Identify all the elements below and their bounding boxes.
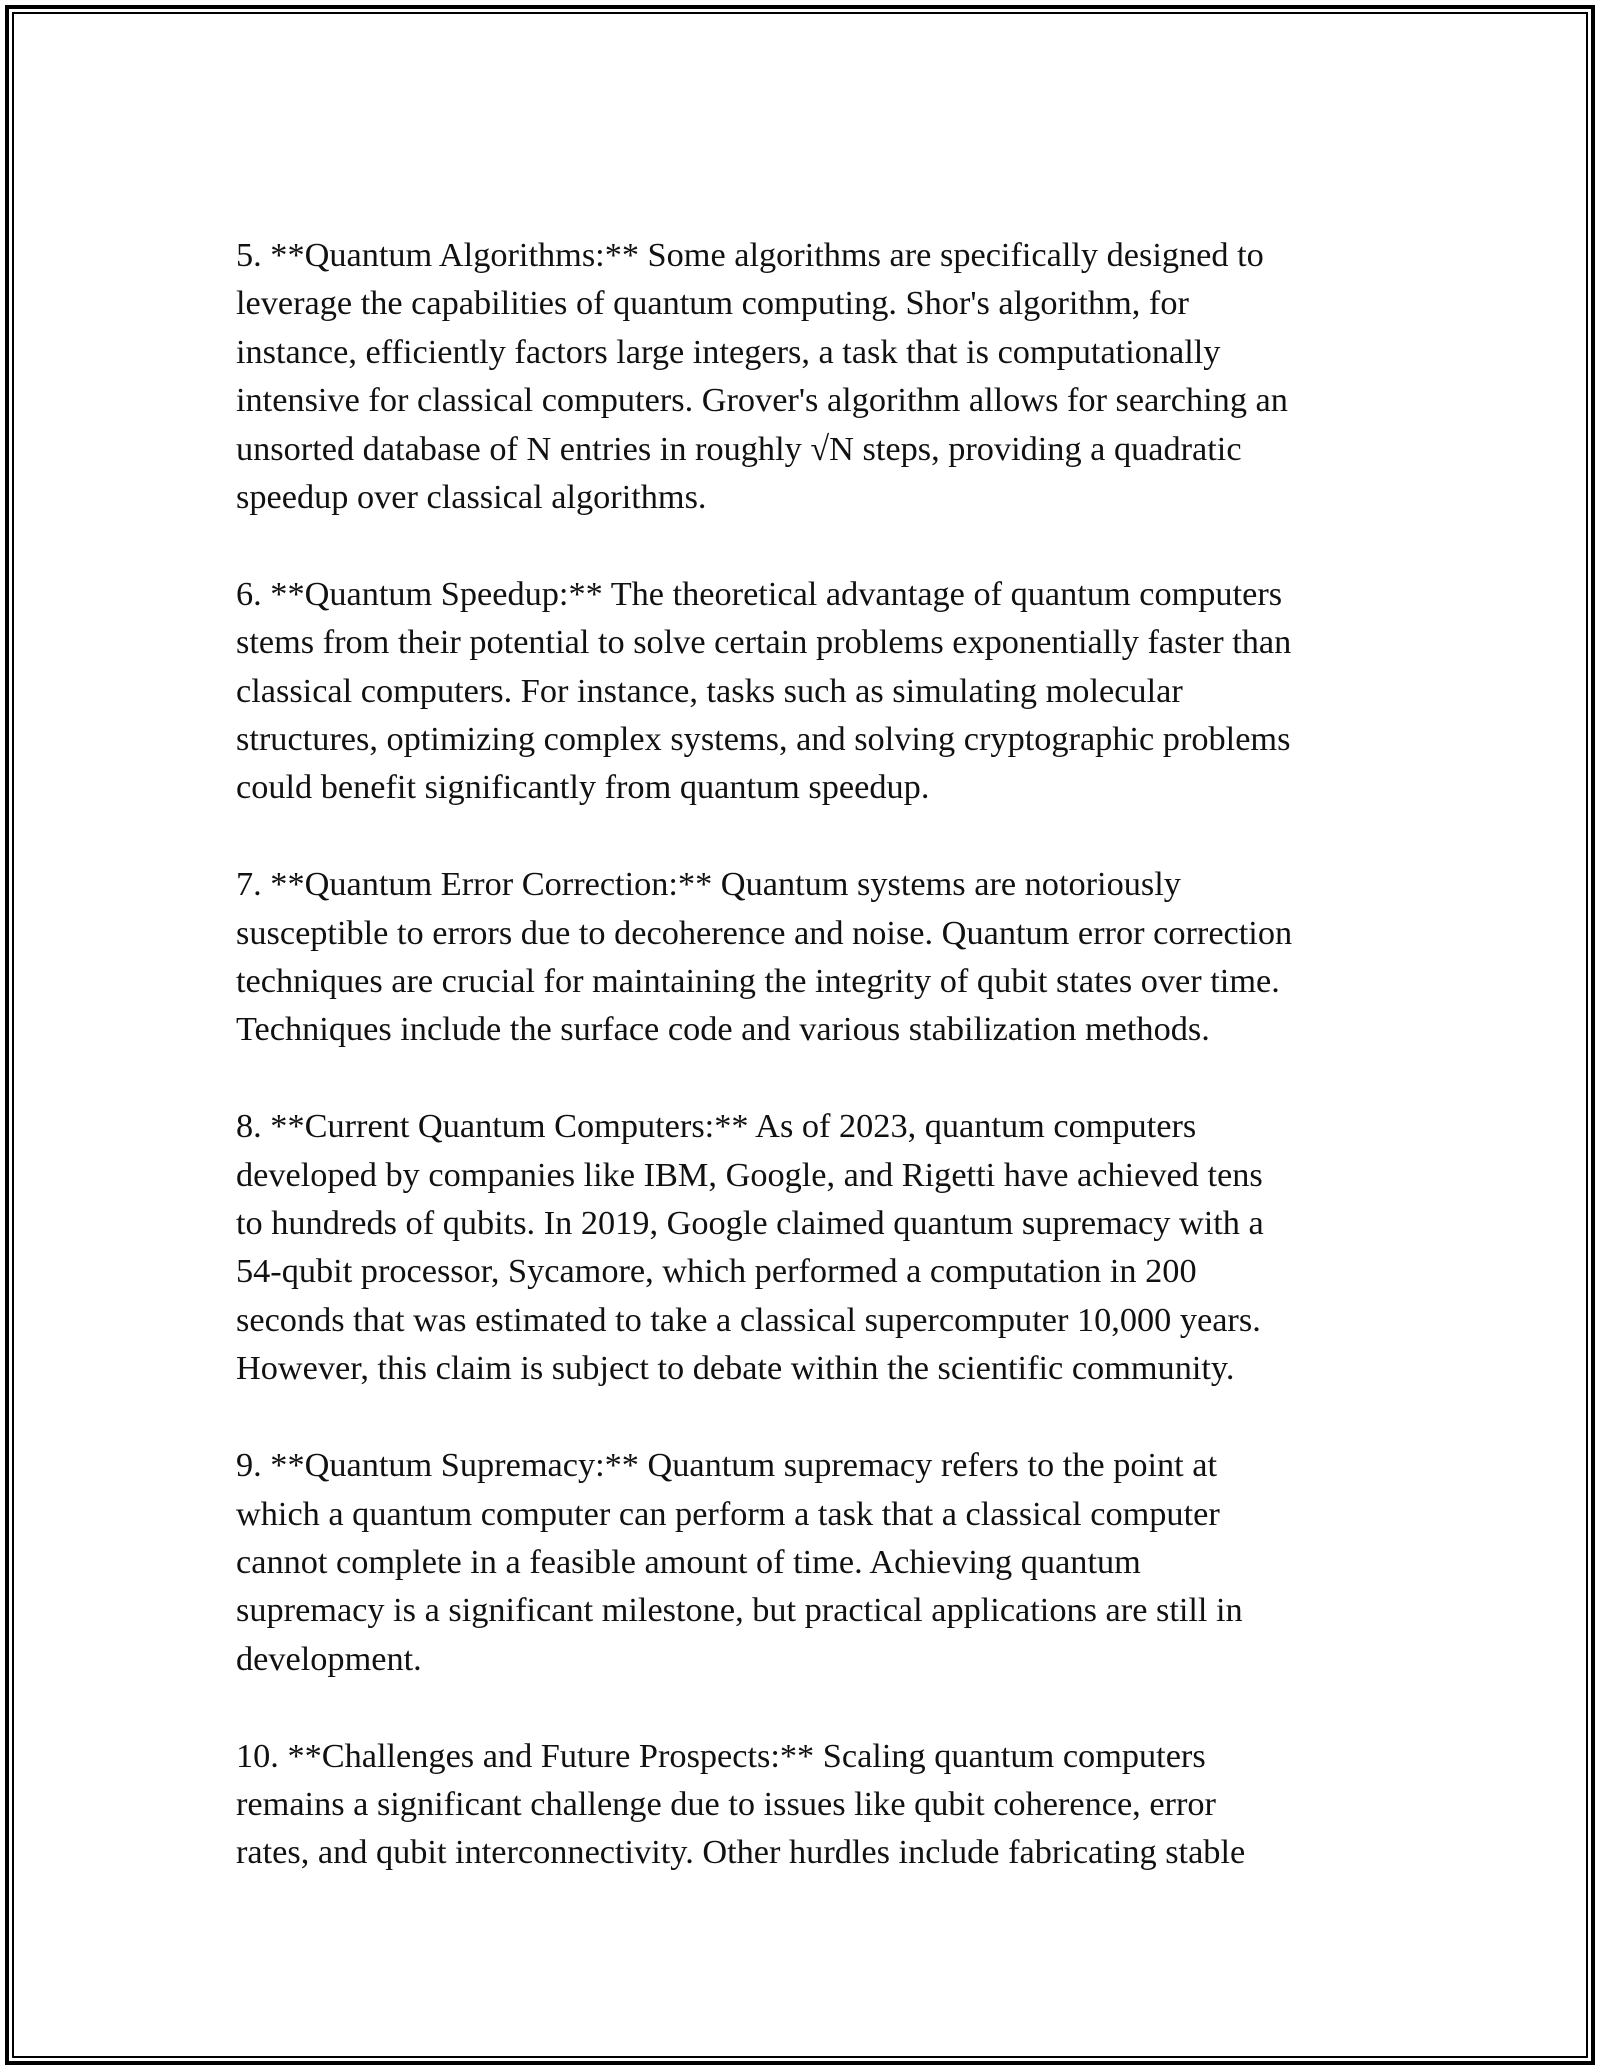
text-line: instance, efficiently factors large integers, a task that is computationally: [236, 332, 1221, 371]
text-line: leverage the capabilities of quantum computing. Shor's algorithm, for: [236, 284, 1189, 323]
text-line: which a quantum computer can perform a task that a classical computer: [236, 1494, 1220, 1533]
text-line: speedup over classical algorithms.: [236, 478, 707, 517]
text-line: cannot complete in a feasible amount of time. Achieving quantum: [236, 1542, 1141, 1581]
text-line: susceptible to errors due to decoherence and noise. Quantum error correction: [236, 913, 1293, 952]
document-body: [236, 231, 1376, 1925]
text-line: However, this claim is subject to debate within the scientific community.: [236, 1349, 1235, 1388]
text-line: could benefit significantly from quantum speedup.: [236, 768, 930, 807]
text-line: classical computers. For instance, tasks such as simulating molecular: [236, 671, 1183, 710]
text-line: 6. **Quantum Speedup:** The theoretical advantage of quantum computers: [236, 574, 1283, 613]
text-line: stems from their potential to solve certain problems exponentially faster than: [236, 623, 1292, 662]
text-line: Techniques include the surface code and various stabilization methods.: [236, 1010, 1210, 1049]
text-line: unsorted database of N entries in roughly √N steps, providing a quadratic: [236, 429, 1242, 468]
text-line: techniques are crucial for maintaining the integrity of qubit states over time.: [236, 962, 1280, 1001]
text-line: 8. **Current Quantum Computers:** As of 2023, quantum computers: [236, 1107, 1197, 1146]
paragraph-quantum-supremacy: [236, 1441, 1376, 1683]
paragraph-quantum-error-correction: [236, 860, 1376, 1054]
text-line: supremacy is a significant milestone, but practical applications are still in: [236, 1591, 1243, 1630]
text-line: 54-qubit processor, Sycamore, which performed a computation in 200: [236, 1252, 1197, 1291]
paragraph-current-quantum-computers: [236, 1102, 1376, 1392]
text-line: 5. **Quantum Algorithms:** Some algorithms are specifically designed to: [236, 236, 1264, 274]
text-line: rates, and qubit interconnectivity. Other hurdles include fabricating stable: [236, 1833, 1246, 1872]
text-line: seconds that was estimated to take a classical supercomputer 10,000 years.: [236, 1300, 1261, 1339]
paragraph-quantum-algorithms: [236, 231, 1376, 521]
text-line: 10. **Challenges and Future Prospects:** Scaling quantum computers: [236, 1736, 1206, 1775]
text-line: 7. **Quantum Error Correction:** Quantum systems are notoriously: [236, 865, 1181, 904]
text-line: intensive for classical computers. Grover's algorithm allows for searching an: [236, 381, 1288, 420]
text-line: to hundreds of qubits. In 2019, Google claimed quantum supremacy with a: [236, 1204, 1264, 1243]
paragraph-quantum-speedup: [236, 570, 1376, 812]
text-line: 9. **Quantum Supremacy:** Quantum supremacy refers to the point at: [236, 1446, 1218, 1485]
paragraph-challenges-future-prospects: [236, 1732, 1376, 1877]
text-line: structures, optimizing complex systems, and solving cryptographic problems: [236, 720, 1291, 759]
text-line: development.: [236, 1639, 422, 1678]
text-line: developed by companies like IBM, Google, and Rigetti have achieved tens: [236, 1155, 1263, 1194]
text-line: remains a significant challenge due to issues like qubit coherence, error: [236, 1784, 1216, 1823]
